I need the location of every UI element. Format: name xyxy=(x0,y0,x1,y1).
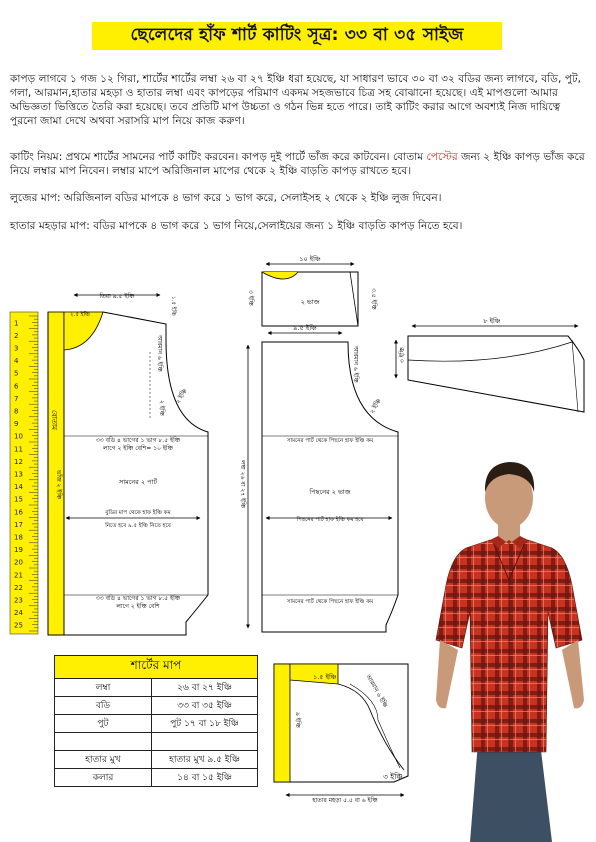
front-shoulder-drop-label: ১.৫ ইঞ্চি xyxy=(170,296,176,316)
ruler-number: 18 xyxy=(14,533,23,542)
ruler-number: 5 xyxy=(14,369,19,378)
sleeve-curve-label: আরমান ৬ ইঞ্চি xyxy=(364,673,389,709)
yoke-right-side-label: ৩.৫ ইঞ্চি xyxy=(370,288,377,310)
ruler-number: 7 xyxy=(14,394,19,403)
back-armhole-label: আরমান ৬ ইঞ্চি xyxy=(352,346,359,383)
back-width-label: ৯.৫ ইঞ্চি xyxy=(293,324,317,332)
ruler-number: 23 xyxy=(14,596,23,605)
collar-pattern xyxy=(396,317,584,412)
table-cell-value: ৩৩ বা ৩৫ ইঞ্চি xyxy=(152,697,258,715)
yoke-width-label: ১০ ইঞ্চি xyxy=(299,255,321,263)
ruler-number: 1 xyxy=(14,319,19,328)
front-chest-line-label: ৩৩ বডি ৪ ভাগের ১ ভাগ ৮.৫ ইঞ্চি xyxy=(95,437,181,444)
front-waist-label: বুডির মাপ থেকে হাফ ইঞ্চি কম xyxy=(105,510,171,516)
cutting-rule-text-b: জন্য ২ ইঞ্চি কাপড় ভাঁজ করে নিয়ে লম্বার মাপ নিবেন। লম্বার মাপে অরিজিনাল মাপের থেকে ২ ইঞ্চি বাড়তি কাপড় রাখতে হবে। xyxy=(10,151,585,177)
table-cell-value: পুট ১৭ বা ১৮ ইঞ্চি xyxy=(152,715,258,733)
page-title-text: ছেলেদের হাঁফ শার্ট কাটিং সূত্র: ৩৩ বা ৩৫ সাইজ xyxy=(130,25,464,45)
sleeve-corner-label: ৩ ইঞ্চি xyxy=(383,772,403,781)
measurement-table xyxy=(54,655,258,787)
ruler-number: 24 xyxy=(14,609,23,618)
sleeve-side-label: ৯ ইঞ্চি xyxy=(294,712,301,728)
front-pattern xyxy=(48,293,208,635)
table-row xyxy=(55,751,258,769)
sleeve-top-label: ১.৫ ইঞ্চি xyxy=(313,673,337,681)
yoke-side-label: ৩ ইঞ্চি xyxy=(247,290,254,306)
ruler-number: 21 xyxy=(14,571,23,580)
ruler-number: 11 xyxy=(14,445,23,454)
back-waist-label: পিছনের পার্ট হাফ ইঞ্চি কম হবে xyxy=(296,517,364,523)
ruler-number: 14 xyxy=(14,483,23,492)
front-waist-label-2: নিতে হবে ৯.৫ ইঞ্চি নিতে হবে xyxy=(105,523,171,529)
cutting-rule-highlight: পেস্টের xyxy=(426,151,458,163)
table-cell-value: ১৪ বা ১৫ ইঞ্চি xyxy=(152,769,258,787)
table-row xyxy=(55,769,258,787)
yoke-fold-label: ২ ভাজ xyxy=(300,298,320,306)
table-cell-value: হাতার মুখ ৯.৫ ইঞ্চি xyxy=(152,751,258,769)
ruler-number: 19 xyxy=(14,546,23,555)
ruler-number: 4 xyxy=(14,357,19,366)
table-row xyxy=(55,679,258,697)
sleeve-measure-text: হাতার মহড়ার মাপ: বডির মাপকে ৪ ভাগ করে ১ ভাগ নিয়ে,সেলাইয়ের জন্য ১ ইঞ্চি বাড়তি কাপড় নিতে হবে। xyxy=(10,220,463,232)
front-fold-label: ভাঁজ ২ ইঞ্চি xyxy=(55,470,62,500)
sleeve-pattern xyxy=(274,664,408,804)
front-neck-depth-label: ২.৫ ইঞ্চি xyxy=(70,312,90,318)
back-height-label: লম্বা ২৬ বা ২৭ ইঞ্চি xyxy=(239,460,246,509)
ruler-number: 15 xyxy=(14,495,23,504)
ruler-number: 16 xyxy=(14,508,23,517)
front-armhole-side-label: ২ ইঞ্চি xyxy=(158,400,165,416)
intro-text: কাপড় লাগবে ১ গজ ১২ গিরা, শার্টের শার্টের লম্বা ২৬ বা ২৭ ইঞ্চি ধরা হয়েছে, যা সাধারণ ভাবে ৩০ বা ৩২ বডির জন্য লাগবে, বডি, পুট, গলা, আরমান,হাতার মহড়া ও হাতার লম্বা এবং কাপড়ের পরিমাণ একদম সহজভাবে চিত্র সহ বোঝানো হয়েছে। এই মাপগুলো আমার অভিজ্ঞতা ভিত্তিতে তৈরি করা হয়েছে। তবে প্রতিটি মাপ উচ্চতা ও গঠন ভিন্ন হতে পারে। তাই কাটিং করার আগে অবশ্যই নিজ দায়িত্বে পুরনো জামা দেখে অথবা সরাসরি মাপ নিয়ে কাজ করুণ। xyxy=(10,73,582,127)
ruler-number: 6 xyxy=(14,382,19,391)
sleeve-bottom-label: হাতার মহড়া ৫.৫ বা ৬ ইঞ্চি xyxy=(312,797,378,804)
table-cell-label xyxy=(55,733,152,751)
table-cell-label: পুট xyxy=(55,715,152,733)
back-chest-label: সামনের পার্ট থেকে পিছনে হাফ ইঞ্চি কম xyxy=(286,438,374,444)
collar-height-label: ৩ ইঞ্চি xyxy=(399,347,406,363)
back-part-label: পিছনের ২ ভাজ xyxy=(309,488,351,496)
table-cell-label: বডি xyxy=(55,697,152,715)
back-hem-label: সামনের পার্ট থেকে পিছনে হাফ ইঞ্চি কম xyxy=(286,599,374,605)
ruler-number: 3 xyxy=(14,344,19,353)
table-cell-value xyxy=(152,733,258,751)
ruler-number: 12 xyxy=(14,457,23,466)
back-pattern xyxy=(239,324,398,632)
table-cell-label: হাতার মুখ xyxy=(55,751,152,769)
front-shoulder-label: তিরা ৯.৫ ইঞ্চি xyxy=(99,293,135,300)
ruler-number: 25 xyxy=(14,621,23,630)
measurement-table-title: শার্টের মাপ xyxy=(55,656,258,679)
ruler-number: 8 xyxy=(14,407,19,416)
table-cell-label: কলার xyxy=(55,769,152,787)
table-row xyxy=(55,715,258,733)
ruler-number: 20 xyxy=(14,558,23,567)
table-row xyxy=(55,697,258,715)
yoke-pattern xyxy=(247,255,377,326)
table-cell-label: লম্বা xyxy=(55,679,152,697)
model-photo xyxy=(436,462,584,842)
front-part-label: সামনের ২ পার্ট xyxy=(118,478,158,486)
ruler-number: 17 xyxy=(14,520,23,529)
front-chest-line-label-2: লাগে ২ ইঞ্চি বেশি= ১০ ইঞ্চি xyxy=(102,445,174,452)
table-cell-value: ২৬ বা ২৭ ইঞ্চি xyxy=(152,679,258,697)
front-hem-label: ৩৩ বডি ৪ ভাগের ১ ভাগ ৮.৫ ইঞ্চি xyxy=(95,595,181,602)
front-armhole-curve-label: ২ ইঞ্চি xyxy=(174,387,189,405)
front-hem-label-2: লাগে ২ ইঞ্চি বেশি xyxy=(116,603,160,610)
loose-measure-text: লুজের মাপ: অরিজিনাল বডির মাপকে ৪ ভাগ করে ১ ভাগ করে, সেলাইসহ ২ থেকে ২ ইঞ্চি লুজ দিবেন। xyxy=(10,192,442,204)
ruler-number: 2 xyxy=(14,331,19,340)
cutting-rule-text-a: কাটিং নিয়ম: প্রথমে শার্টের সামনের পার্ট কাটিং করবেন। কাপড় দুই পার্টে ভাঁজ করে কাটবেন। বোতাম xyxy=(10,151,427,163)
ruler-number: 9 xyxy=(14,420,19,429)
button-strip-label: বোতাম xyxy=(50,410,58,430)
ruler-number: 13 xyxy=(14,470,23,479)
measuring-tape xyxy=(10,312,38,634)
ruler-number: 10 xyxy=(14,432,23,441)
table-row xyxy=(55,733,258,751)
ruler-number: 22 xyxy=(14,583,23,592)
collar-width-label: ৮ ইঞ্চি xyxy=(483,317,501,325)
front-armhole-label: আরমান ৬ ইঞ্চি xyxy=(156,335,163,372)
back-armhole-curve-label: ২ ইঞ্চি xyxy=(368,397,383,415)
